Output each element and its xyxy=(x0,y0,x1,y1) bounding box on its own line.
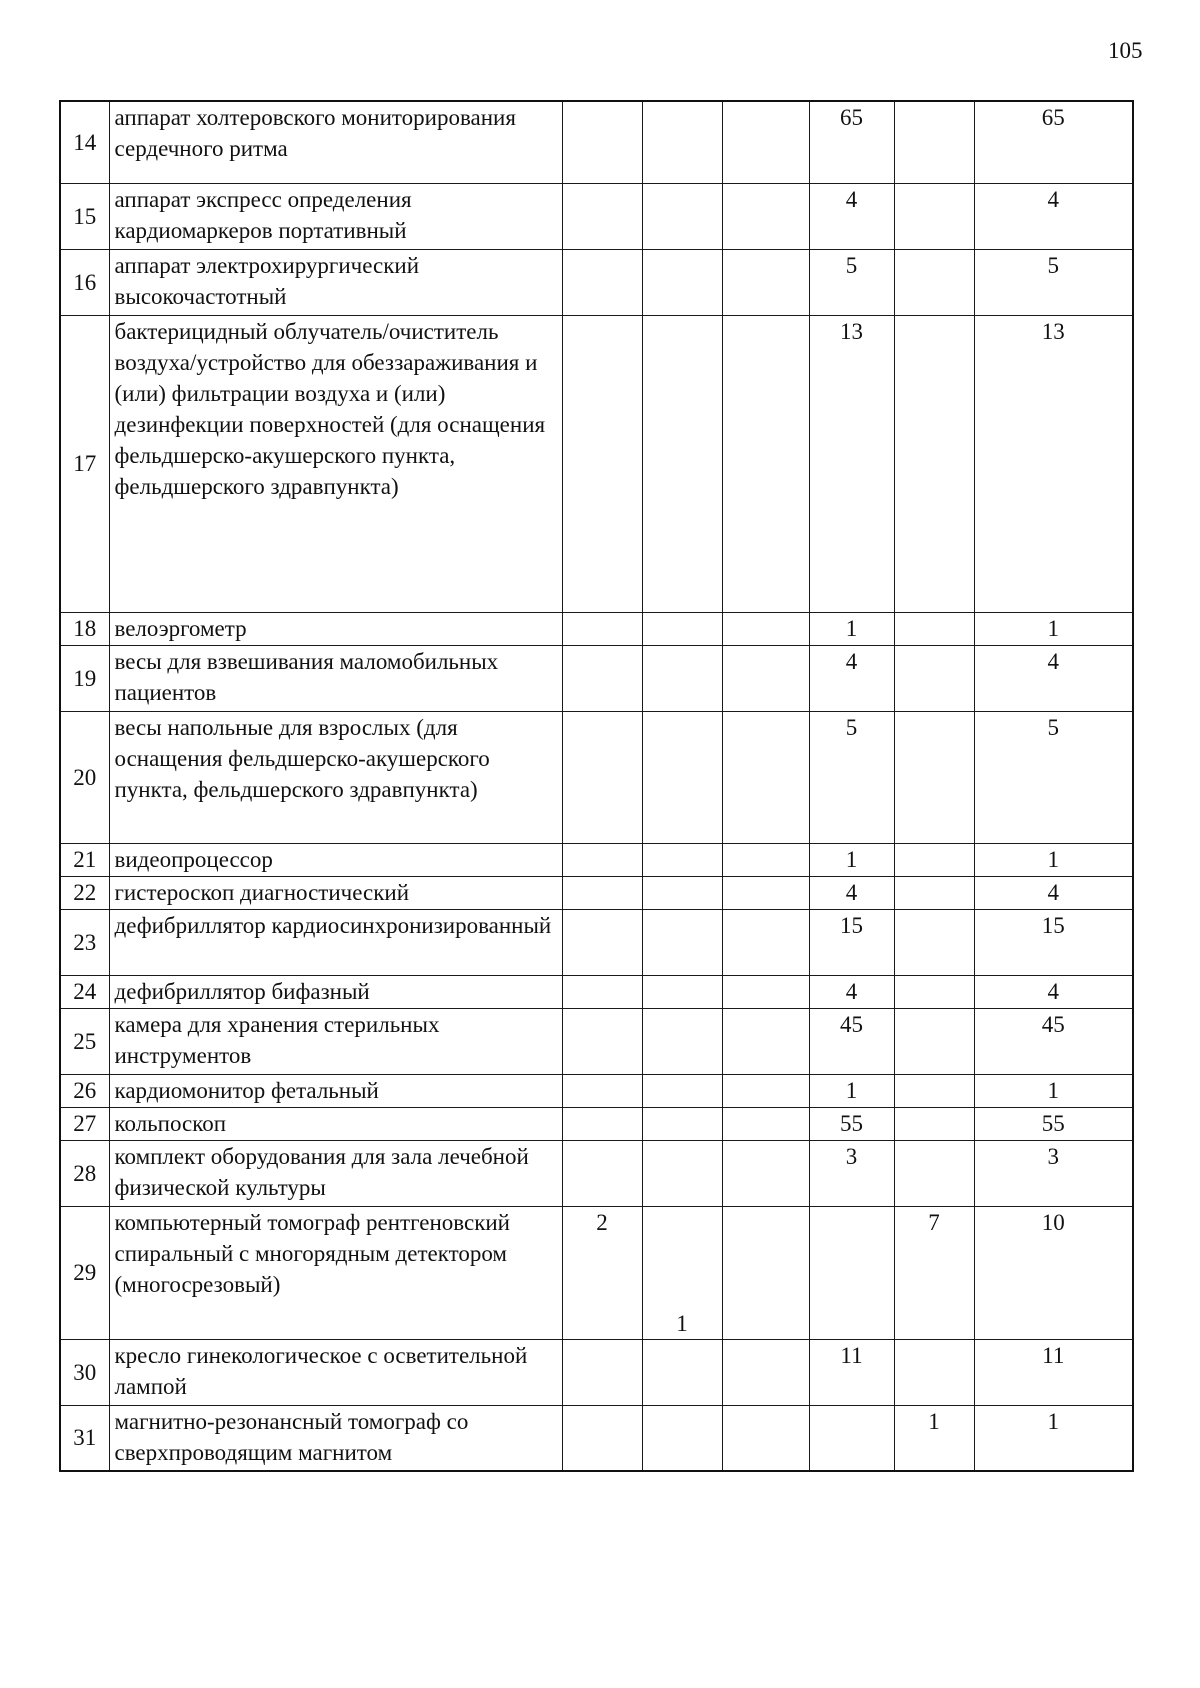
value-cell xyxy=(722,1008,809,1074)
value-cell xyxy=(642,1339,722,1405)
total-cell: 4 xyxy=(974,645,1133,711)
equipment-name: кардиомонитор фетальный xyxy=(109,1074,562,1107)
value-cell xyxy=(894,612,974,645)
total-cell: 4 xyxy=(974,876,1133,909)
total-cell: 1 xyxy=(974,612,1133,645)
table-row xyxy=(60,1008,1133,1074)
row-number: 26 xyxy=(60,1074,109,1107)
value-cell: 4 xyxy=(809,183,894,249)
value-cell: 1 xyxy=(809,612,894,645)
table-row xyxy=(60,183,1133,249)
value-cell xyxy=(722,1140,809,1206)
value-cell xyxy=(722,101,809,183)
value-cell xyxy=(894,1107,974,1140)
equipment-name: компьютерный томограф рентгеновский спиральный с многорядным детектором (многосрезовый) xyxy=(109,1206,562,1339)
value-cell xyxy=(642,315,722,612)
total-cell: 4 xyxy=(974,975,1133,1008)
value-cell: 1 xyxy=(809,843,894,876)
value-cell: 2 xyxy=(562,1206,642,1339)
row-number: 22 xyxy=(60,876,109,909)
equipment-name: кольпоскоп xyxy=(109,1107,562,1140)
page-number: 105 xyxy=(1108,38,1143,63)
value-cell xyxy=(894,1008,974,1074)
value-cell xyxy=(562,1339,642,1405)
table-row xyxy=(60,843,1133,876)
row-number: 20 xyxy=(60,711,109,843)
value-cell xyxy=(722,249,809,315)
equipment-name: гистероскоп диагностический xyxy=(109,876,562,909)
value-cell xyxy=(562,1405,642,1471)
value-cell xyxy=(894,909,974,975)
table-row xyxy=(60,1107,1133,1140)
value-cell xyxy=(642,249,722,315)
value-cell xyxy=(722,1074,809,1107)
value-cell xyxy=(722,876,809,909)
value-cell xyxy=(722,612,809,645)
row-number: 25 xyxy=(60,1008,109,1074)
table-row xyxy=(60,645,1133,711)
value-cell xyxy=(642,183,722,249)
total-cell: 11 xyxy=(974,1339,1133,1405)
row-number: 17 xyxy=(60,315,109,612)
table-row xyxy=(60,1206,1133,1339)
value-cell xyxy=(722,1405,809,1471)
value-cell xyxy=(562,1008,642,1074)
value-cell xyxy=(642,101,722,183)
value-cell xyxy=(894,183,974,249)
row-number: 30 xyxy=(60,1339,109,1405)
equipment-name: аппарат холтеровского мониторирования сердечного ритма xyxy=(109,101,562,183)
equipment-name: весы напольные для взрослых (для оснащения фельдшерско-акушерского пункта, фельдшерского здравпункта) xyxy=(109,711,562,843)
table-row xyxy=(60,101,1133,183)
value-cell: 4 xyxy=(809,876,894,909)
table-row xyxy=(60,1074,1133,1107)
total-cell: 15 xyxy=(974,909,1133,975)
value-cell: 15 xyxy=(809,909,894,975)
table-row xyxy=(60,612,1133,645)
value-cell xyxy=(562,975,642,1008)
row-number: 14 xyxy=(60,101,109,183)
row-number: 16 xyxy=(60,249,109,315)
value-cell xyxy=(562,711,642,843)
value-cell xyxy=(722,975,809,1008)
value-cell xyxy=(562,315,642,612)
value-cell xyxy=(562,101,642,183)
table-row xyxy=(60,1405,1133,1471)
row-number: 24 xyxy=(60,975,109,1008)
value-cell xyxy=(894,843,974,876)
value-cell xyxy=(562,249,642,315)
value-cell: 5 xyxy=(809,711,894,843)
row-number: 28 xyxy=(60,1140,109,1206)
value-cell xyxy=(894,249,974,315)
equipment-name: аппарат экспресс определения кардиомаркеров портативный xyxy=(109,183,562,249)
value-cell xyxy=(722,183,809,249)
value-cell xyxy=(809,1206,894,1339)
equipment-table xyxy=(59,100,1134,1472)
value-cell xyxy=(562,876,642,909)
equipment-name: дефибриллятор бифазный xyxy=(109,975,562,1008)
value-cell xyxy=(894,1074,974,1107)
value-cell xyxy=(642,1107,722,1140)
value-cell xyxy=(642,1405,722,1471)
row-number: 19 xyxy=(60,645,109,711)
row-number: 23 xyxy=(60,909,109,975)
value-cell xyxy=(642,612,722,645)
equipment-name: дефибриллятор кардиосинхронизированный xyxy=(109,909,562,975)
value-cell xyxy=(894,711,974,843)
value-cell: 13 xyxy=(809,315,894,612)
value-cell: 11 xyxy=(809,1339,894,1405)
value-cell xyxy=(642,975,722,1008)
value-cell xyxy=(894,975,974,1008)
value-cell: 1 xyxy=(809,1074,894,1107)
value-cell xyxy=(894,1339,974,1405)
value-cell xyxy=(642,909,722,975)
value-cell: 5 xyxy=(809,249,894,315)
value-cell xyxy=(722,843,809,876)
value-cell xyxy=(562,1140,642,1206)
value-cell xyxy=(894,1140,974,1206)
table-row xyxy=(60,711,1133,843)
value-cell xyxy=(809,1405,894,1471)
equipment-name: комплект оборудования для зала лечебной физической культуры xyxy=(109,1140,562,1206)
table-row xyxy=(60,249,1133,315)
equipment-name: камера для хранения стерильных инструментов xyxy=(109,1008,562,1074)
table-row xyxy=(60,315,1133,612)
row-number: 21 xyxy=(60,843,109,876)
value-cell xyxy=(562,1107,642,1140)
value-cell xyxy=(642,1008,722,1074)
total-cell: 1 xyxy=(974,843,1133,876)
table-row xyxy=(60,975,1133,1008)
value-cell xyxy=(722,1206,809,1339)
row-number: 31 xyxy=(60,1405,109,1471)
value-cell xyxy=(722,1339,809,1405)
total-cell: 55 xyxy=(974,1107,1133,1140)
value-cell xyxy=(562,645,642,711)
total-cell: 5 xyxy=(974,249,1133,315)
equipment-name: велоэргометр xyxy=(109,612,562,645)
value-cell xyxy=(894,315,974,612)
value-cell: 1 xyxy=(642,1206,722,1339)
value-cell: 65 xyxy=(809,101,894,183)
equipment-name: аппарат электрохирургический высокочастотный xyxy=(109,249,562,315)
value-cell: 45 xyxy=(809,1008,894,1074)
value-cell xyxy=(722,909,809,975)
equipment-name: видеопроцессор xyxy=(109,843,562,876)
equipment-name: кресло гинекологическое с осветительной лампой xyxy=(109,1339,562,1405)
value-cell xyxy=(894,645,974,711)
table-row xyxy=(60,876,1133,909)
value-cell xyxy=(562,909,642,975)
value-cell xyxy=(642,1140,722,1206)
value-cell xyxy=(642,843,722,876)
value-cell xyxy=(894,101,974,183)
value-cell xyxy=(562,183,642,249)
value-cell xyxy=(722,1107,809,1140)
total-cell: 65 xyxy=(974,101,1133,183)
value-cell: 4 xyxy=(809,975,894,1008)
value-cell xyxy=(642,876,722,909)
value-cell xyxy=(562,612,642,645)
equipment-name: магнитно-резонансный томограф со сверхпроводящим магнитом xyxy=(109,1405,562,1471)
row-number: 27 xyxy=(60,1107,109,1140)
total-cell: 45 xyxy=(974,1008,1133,1074)
row-number: 29 xyxy=(60,1206,109,1339)
total-cell: 10 xyxy=(974,1206,1133,1339)
row-number: 18 xyxy=(60,612,109,645)
row-number: 15 xyxy=(60,183,109,249)
table-row xyxy=(60,1140,1133,1206)
value-cell xyxy=(562,843,642,876)
equipment-name: бактерицидный облучатель/очиститель воздуха/устройство для обеззараживания и (или) фильтрации воздуха и (или) дезинфекции поверхностей (для оснащения фельдшерско-акушерского пункта, фельдшерского здравпункта) xyxy=(109,315,562,612)
value-cell xyxy=(642,711,722,843)
total-cell: 13 xyxy=(974,315,1133,612)
value-cell xyxy=(642,1074,722,1107)
value-cell xyxy=(722,315,809,612)
value-cell xyxy=(722,711,809,843)
total-cell: 4 xyxy=(974,183,1133,249)
total-cell: 3 xyxy=(974,1140,1133,1206)
total-cell: 5 xyxy=(974,711,1133,843)
value-cell xyxy=(642,645,722,711)
value-cell xyxy=(894,876,974,909)
total-cell: 1 xyxy=(974,1405,1133,1471)
table-row xyxy=(60,1339,1133,1405)
value-cell xyxy=(562,1074,642,1107)
value-cell: 1 xyxy=(894,1405,974,1471)
value-cell: 55 xyxy=(809,1107,894,1140)
equipment-name: весы для взвешивания маломобильных пациентов xyxy=(109,645,562,711)
value-cell: 3 xyxy=(809,1140,894,1206)
value-cell: 4 xyxy=(809,645,894,711)
value-cell: 7 xyxy=(894,1206,974,1339)
table-row xyxy=(60,909,1133,975)
total-cell: 1 xyxy=(974,1074,1133,1107)
value-cell xyxy=(722,645,809,711)
